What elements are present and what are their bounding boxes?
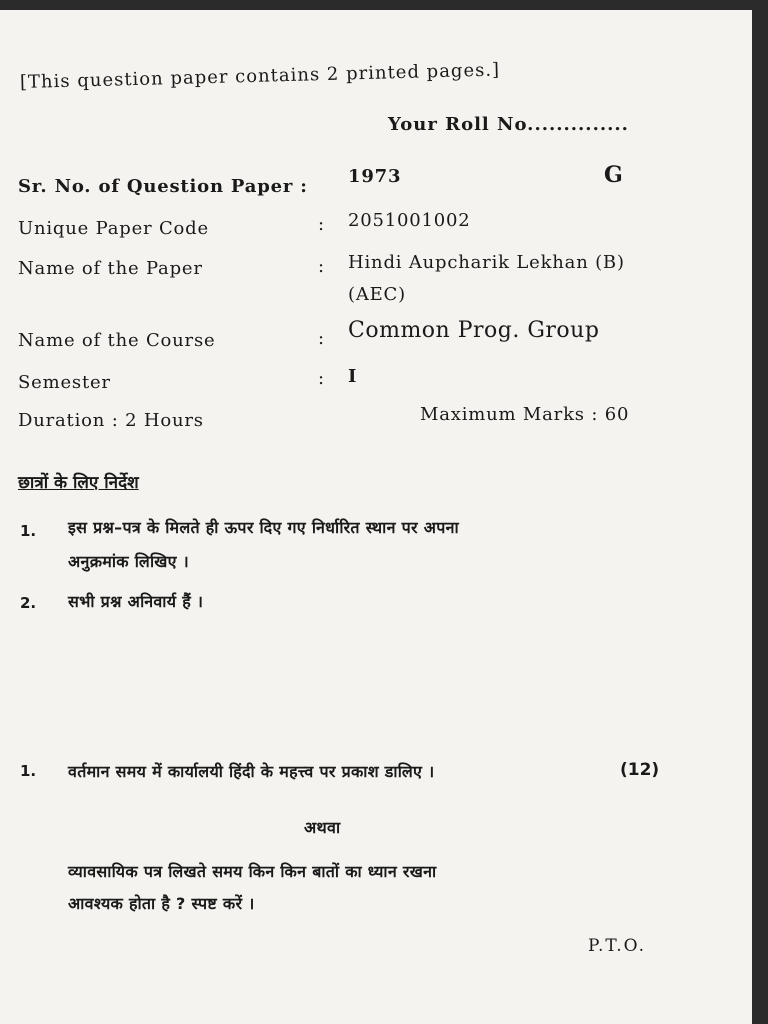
semester-colon: : [318,368,325,389]
instruction-1-line1: इस प्रश्न–पत्र के मिलते ही ऊपर दिए गए निर्धारित स्थान पर अपना [68,518,459,537]
course-value: Common Prog. Group [348,318,600,343]
paper-value-line2: (AEC) [348,284,406,305]
question-1-marks: (12) [620,760,660,780]
question-1-alt-line2: आवश्यक होता है ? स्पष्ट करें । [68,894,255,913]
maximum-marks: Maximum Marks : 60 [420,404,630,425]
sr-no-label: Sr. No. of Question Paper : [18,176,308,197]
sr-no-value: 1973 [348,166,402,187]
please-turn-over: P.T.O. [588,936,646,956]
question-paper-page [0,10,752,1024]
question-1-alt-line1: व्यावसायिक पत्र लिखते समय किन किन बातों का ध्यान रखना [68,862,437,881]
instruction-2-line1: सभी प्रश्न अनिवार्य हैं । [68,592,204,611]
or-label: अथवा [304,818,341,837]
pages-note: [This question paper contains 2 printed pages.] [19,59,501,93]
upc-value: 2051001002 [348,210,471,231]
set-code: G [604,162,623,188]
paper-colon: : [318,256,325,277]
instruction-number-2: 2. [20,594,37,612]
semester-value: I [348,366,358,387]
course-label: Name of the Course [18,330,216,351]
roll-number-field: Your Roll No.............. [388,114,629,135]
course-colon: : [318,328,325,349]
upc-label: Unique Paper Code [18,218,209,239]
instruction-1-line2: अनुक्रमांक लिखिए । [68,552,189,571]
upc-colon: : [318,214,325,235]
question-number-1: 1. [20,762,37,780]
paper-label: Name of the Paper [18,258,203,279]
question-1-text: वर्तमान समय में कार्यालयी हिंदी के महत्त्व पर प्रकाश डालिए । [68,762,435,781]
semester-label: Semester [18,372,111,393]
instruction-number-1: 1. [20,522,37,540]
instructions-heading: छात्रों के लिए निर्देश [18,473,139,493]
paper-value-line1: Hindi Aupcharik Lekhan (B) [348,252,625,273]
duration: Duration : 2 Hours [18,410,204,431]
